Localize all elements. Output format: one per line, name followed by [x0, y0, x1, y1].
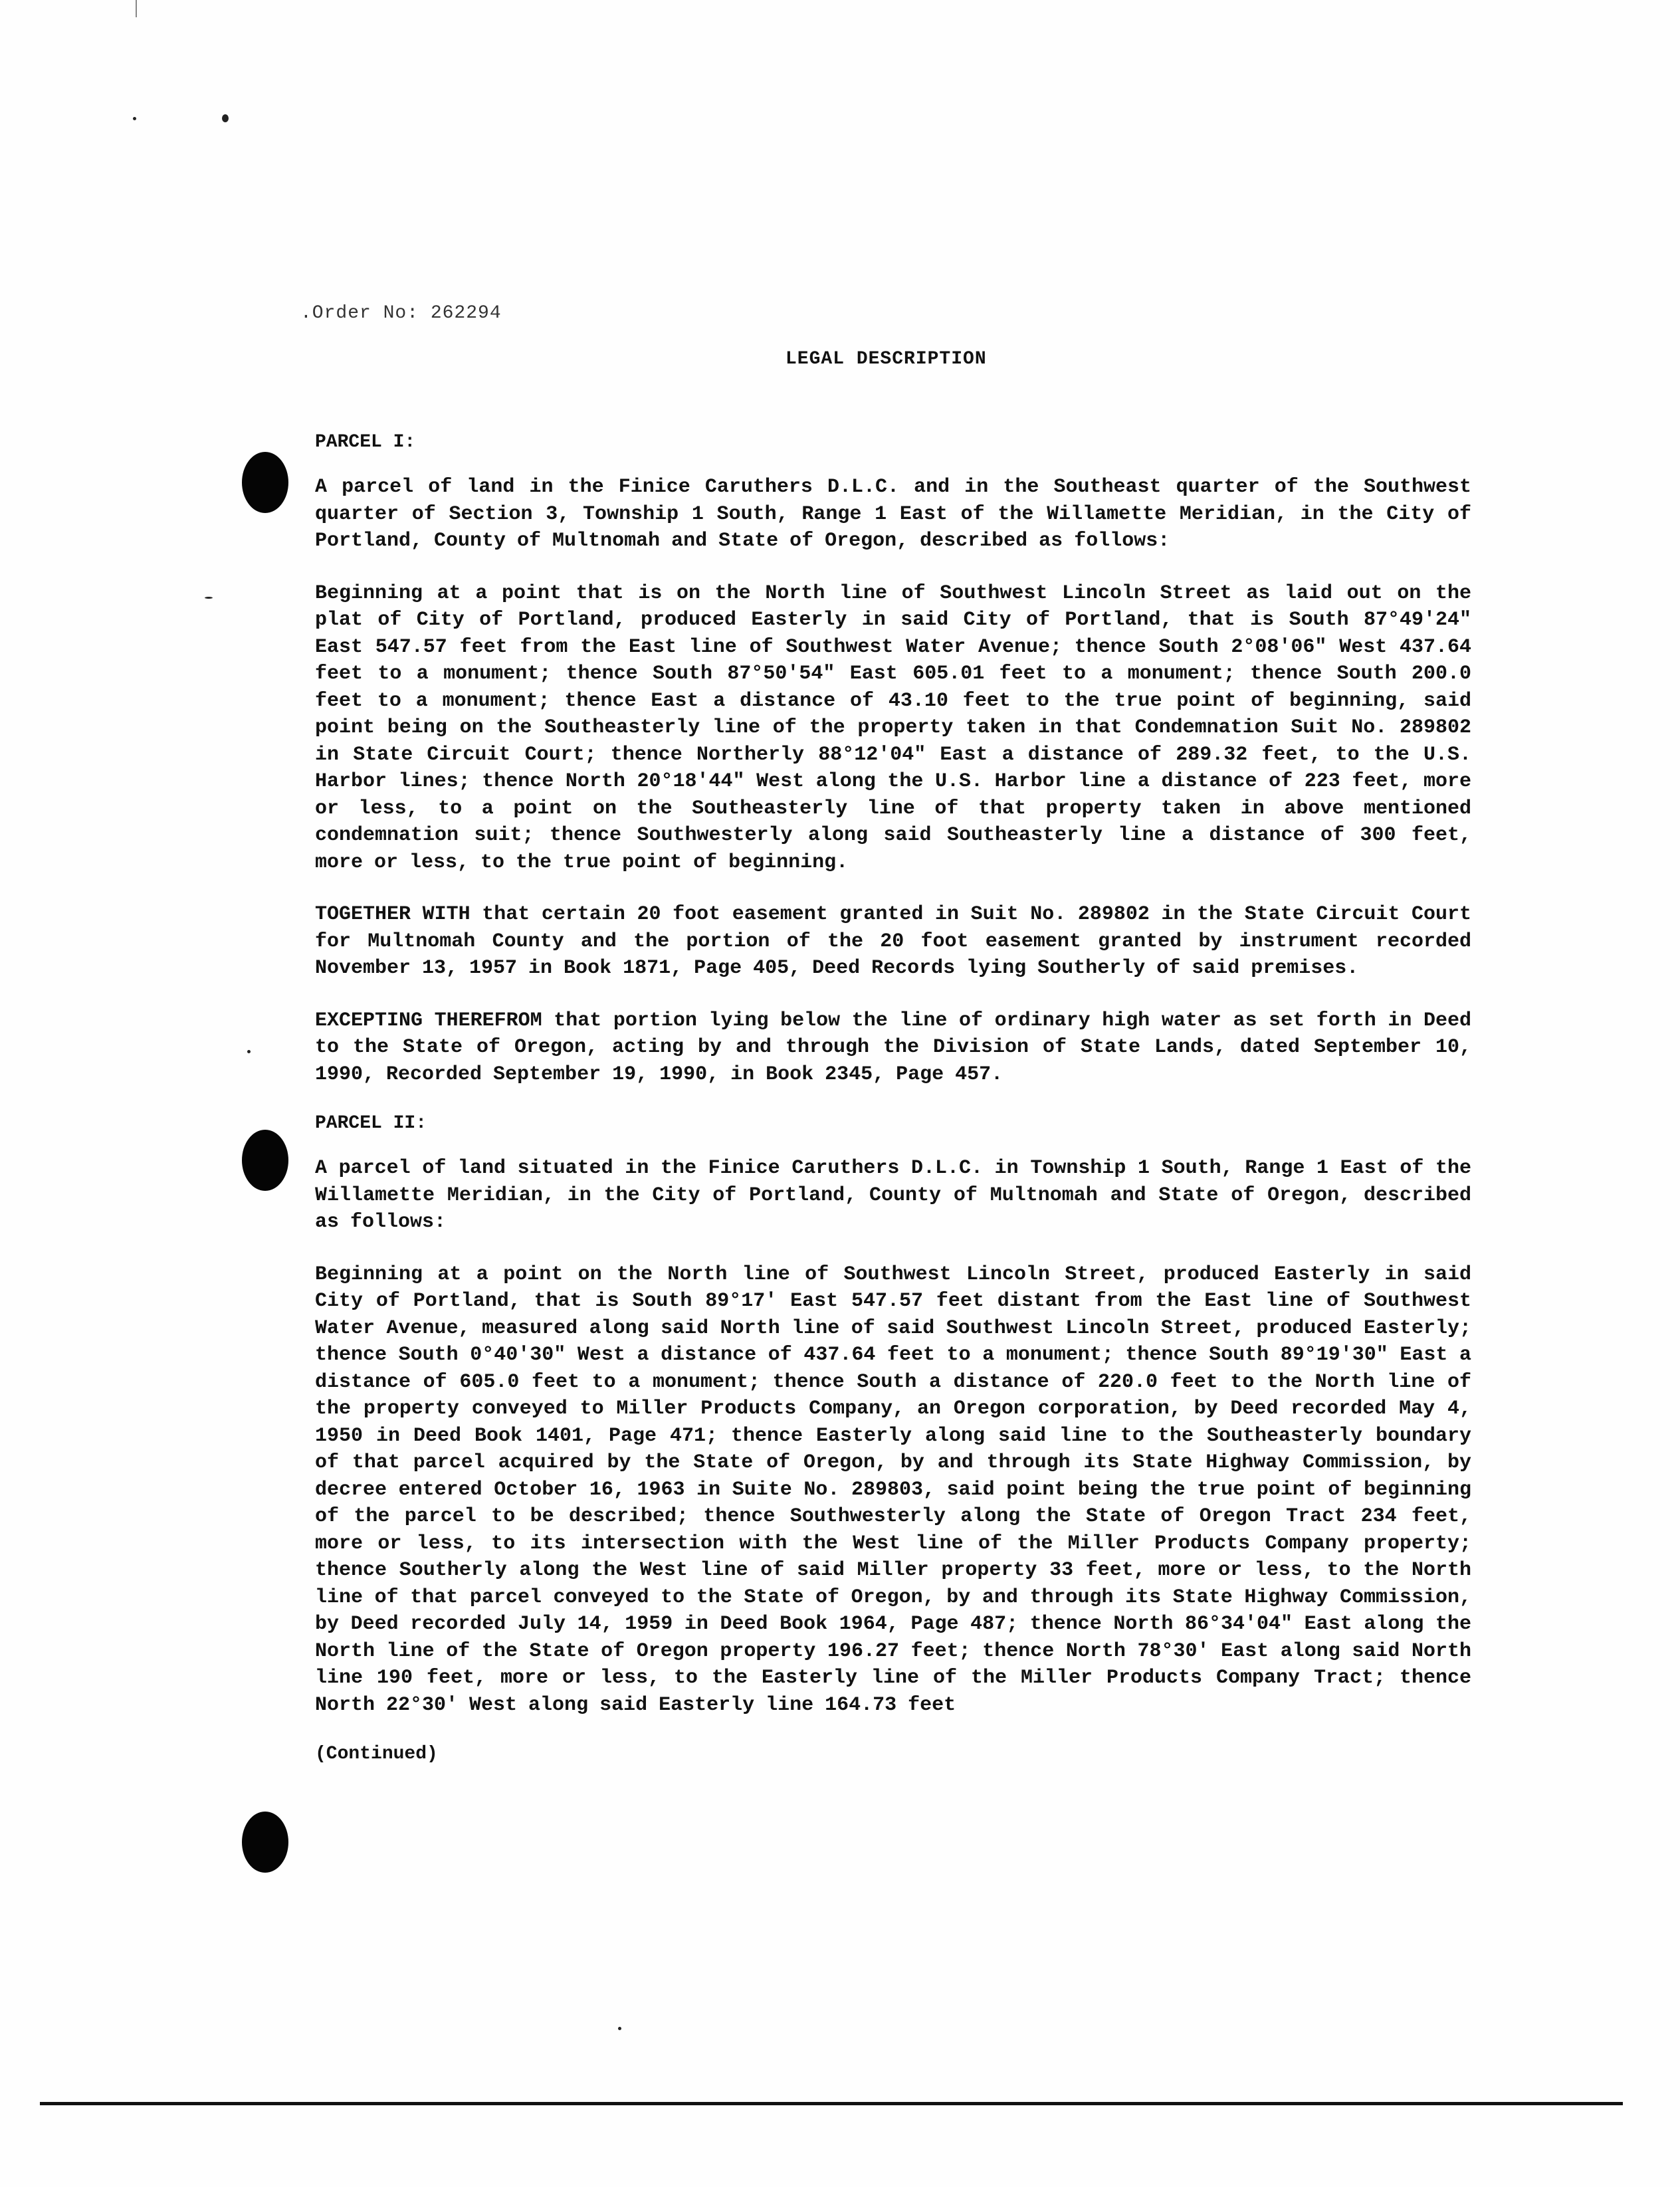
- scan-speck: [133, 117, 136, 120]
- parcel-1-heading: PARCEL I:: [315, 432, 416, 453]
- scan-speck: [222, 114, 229, 122]
- punch-hole: [242, 452, 288, 513]
- order-number: .Order No: 262294: [300, 303, 502, 324]
- parcel-1-description: Beginning at a point that is on the North line of Southwest Lincoln Street as laid out on the plat of City of Portland, produced Easterly in said City of Portland, that is South 87°49'24" East 547.57 feet from the East line of Southwest Water Avenue; thence South 2°08'06" West 437.64 feet to a monument; thence South 87°50'54" East 605.01 feet to a monument; thence South 200.0 feet to a monument; thence East a distance of 43.10 feet to the true point of beginning, said point being on the Southeasterly line of the property taken in that Condemnation Suit No. 289802 in State Circuit Court; thence Northerly 88°12'04" East a distance of 289.32 feet, to the U.S. Harbor lines; thence North 20°18'44" West along the U.S. Harbor line a distance of 223 feet, more or less, to a point on the Southeasterly line of that property taken in above mentioned condemnation suit; thence Southwesterly along said Southeasterly line a distance of 300 feet, more or less, to the true point of beginning.: [315, 581, 1471, 874]
- parcel-2-intro: A parcel of land situated in the Finice Caruthers D.L.C. in Township 1 South, Range 1 East of the Willamette Meridian, in the City of Portland, County of Multnomah and State of Oregon, described as follows:: [315, 1157, 1471, 1233]
- parcel-2-description: Beginning at a point on the North line of Southwest Lincoln Street, produced Easterly in said City of Portland, that is South 89°17' East 547.57 feet distant from the East line of Southwest Water Avenue, measured along said North line of said Southwest Lincoln Street, produced Easterly; thence South 0°40'30" West a distance of 437.64 feet to a monument; thence South 89°19'30" East a distance of 605.0 feet to a monument; thence South a distance of 220.0 feet to the North line of the property conveyed to Miller Products Company, an Oregon corporation, by Deed recorded May 4, 1950 in Deed Book 1401, Page 471; thence Easterly along said line to the Southeasterly boundary of that parcel acquired by the State of Oregon, by and through its State Highway Commission, by decree entered October 16, 1963 in Suite No. 289803, said point being the true point of beginning of the parcel to be described; thence Southwesterly along the State of Oregon Tract 234 feet, more or less, to its intersection with the West line of the Miller Products Company property; thence Southerly along the West line of said Miller property 33 feet, more or less, to the North line of that parcel conveyed to the State of Oregon, by and through its State Highway Commission, by Deed recorded July 14, 1959 in Deed Book 1964, Page 487; thence North 86°34'04" East along the North line of the State of Oregon property 196.27 feet; thence North 78°30' East along said North line 190 feet, more or less, to the Easterly line of the Miller Products Company Tract; thence North 22°30' West along said Easterly line 164.73 feet: [315, 1263, 1471, 1717]
- punch-hole: [242, 1130, 288, 1191]
- scan-speck: [247, 1050, 251, 1053]
- scan-speck: [618, 2027, 621, 2030]
- document-title: LEGAL DESCRIPTION: [786, 349, 987, 369]
- scan-speck: [205, 597, 213, 599]
- scan-edge-mark: [136, 0, 137, 17]
- parcel-1-together-with: TOGETHER WITH that certain 20 foot easement granted in Suit No. 289802 in the State Circuit Court for Multnomah County and the portion of the 20 foot easement granted by instrument recorded November 13, 1957 in Book 1871, Page 405, Deed Records lying Southerly of said premises.: [315, 903, 1471, 980]
- bottom-rule: [40, 2102, 1623, 2105]
- parcel-1-intro: A parcel of land in the Finice Caruthers D.L.C. and in the Southeast quarter of the Southwest quarter of Section 3, Township 1 South, Range 1 East of the Willamette Meridian, in the City of Portland, County of Multnomah and State of Oregon, described as follows:: [315, 476, 1471, 552]
- punch-hole: [242, 1812, 288, 1873]
- continued-note: (Continued): [315, 1744, 438, 1764]
- parcel-1-excepting: EXCEPTING THEREFROM that portion lying below the line of ordinary high water as set forth in Deed to the State of Oregon, acting by and through the Division of State Lands, dated September 10, 1990, Recorded September 19, 1990, in Book 2345, Page 457.: [315, 1009, 1471, 1086]
- document-body: [315, 432, 1471, 1764]
- parcel-2-heading: PARCEL II:: [315, 1113, 427, 1134]
